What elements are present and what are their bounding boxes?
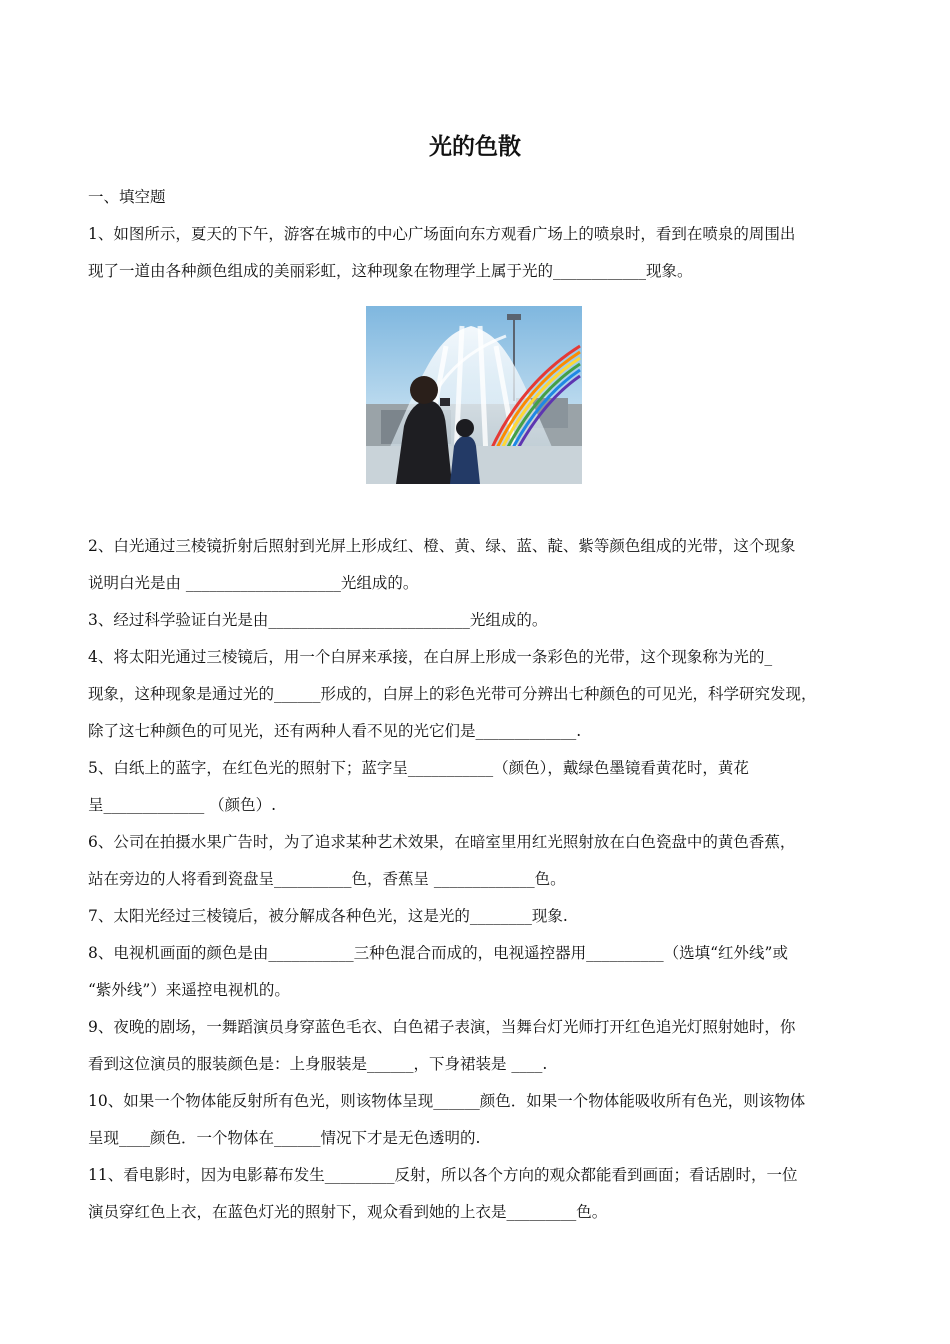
question-line: 3、经过科学验证白光是由__________________________光组成的。 (88, 611, 548, 629)
question-line: 8、电视机画面的颜色是由___________三种色混合而成的，电视遥控器用__________（选填“红外线”或 (88, 944, 788, 962)
question-line: 站在旁边的人将看到瓷盘呈__________色，香蕉呈 _____________色。 (88, 870, 566, 888)
question-line: 10、如果一个物体能反射所有色光，则该物体呈现______颜色．如果一个物体能吸收所有色光，则该物体 (88, 1092, 806, 1110)
question-line: 现象，这种现象是通过光的______形成的，白屏上的彩色光带可分辨出七种颜色的可见光，科学研究发现， (88, 685, 817, 703)
question-line: 演员穿红色上衣，在蓝色灯光的照射下，观众看到她的上衣是_________色。 (88, 1203, 608, 1221)
question-line: 9、夜晚的剧场，一舞蹈演员身穿蓝色毛衣、白色裙子表演，当舞台灯光师打开红色追光灯照射她时，你 (88, 1018, 796, 1036)
page-title: 光的色散 (429, 134, 521, 160)
section-heading: 一、填空题 (88, 188, 166, 206)
question-line: 4、将太阳光通过三棱镜后，用一个白屏来承接，在白屏上形成一条彩色的光带，这个现象称为光的_ (88, 648, 773, 666)
question-line: 看到这位演员的服装颜色是：上身服装是______，下身裙装是 ____. (88, 1055, 548, 1073)
question-line: 说明白光是由 ____________________光组成的。 (88, 574, 419, 592)
question-line: 11、看电影时，因为电影幕布发生_________反射，所以各个方向的观众都能看到画面；看话剧时，一位 (88, 1166, 798, 1184)
question-line: 呈现____颜色．一个物体在______情况下才是无色透明的. (88, 1129, 481, 1147)
question-line: 6、公司在拍摄水果广告时，为了追求某种艺术效果，在暗室里用红光照射放在白色瓷盘中的黄色香蕉， (88, 833, 796, 851)
question-line: 呈_____________ （颜色）. (88, 796, 277, 814)
question-line: “紫外线”）来遥控电视机的。 (88, 981, 290, 999)
question-line: 7、太阳光经过三棱镜后，被分解成各种色光，这是光的________现象. (88, 907, 568, 925)
question-line: 除了这七种颜色的可见光，还有两种人看不见的光它们是_____________. (88, 722, 582, 740)
question-line: 5、白纸上的蓝字，在红色光的照射下；蓝字呈___________（颜色），戴绿色墨镜看黄花时，黄花 (88, 759, 749, 777)
question-line: 现了一道由各种颜色组成的美丽彩虹，这种现象在物理学上属于光的____________现象。 (88, 262, 693, 280)
question-line: 1、如图所示，夏天的下午，游客在城市的中心广场面向东方观看广场上的喷泉时，看到在喷泉的周围出 (88, 225, 796, 243)
fountain-rainbow-photo (366, 306, 582, 484)
question-line: 2、白光通过三棱镜折射后照射到光屏上形成红、橙、黄、绿、蓝、靛、紫等颜色组成的光带，这个现象 (88, 537, 796, 555)
